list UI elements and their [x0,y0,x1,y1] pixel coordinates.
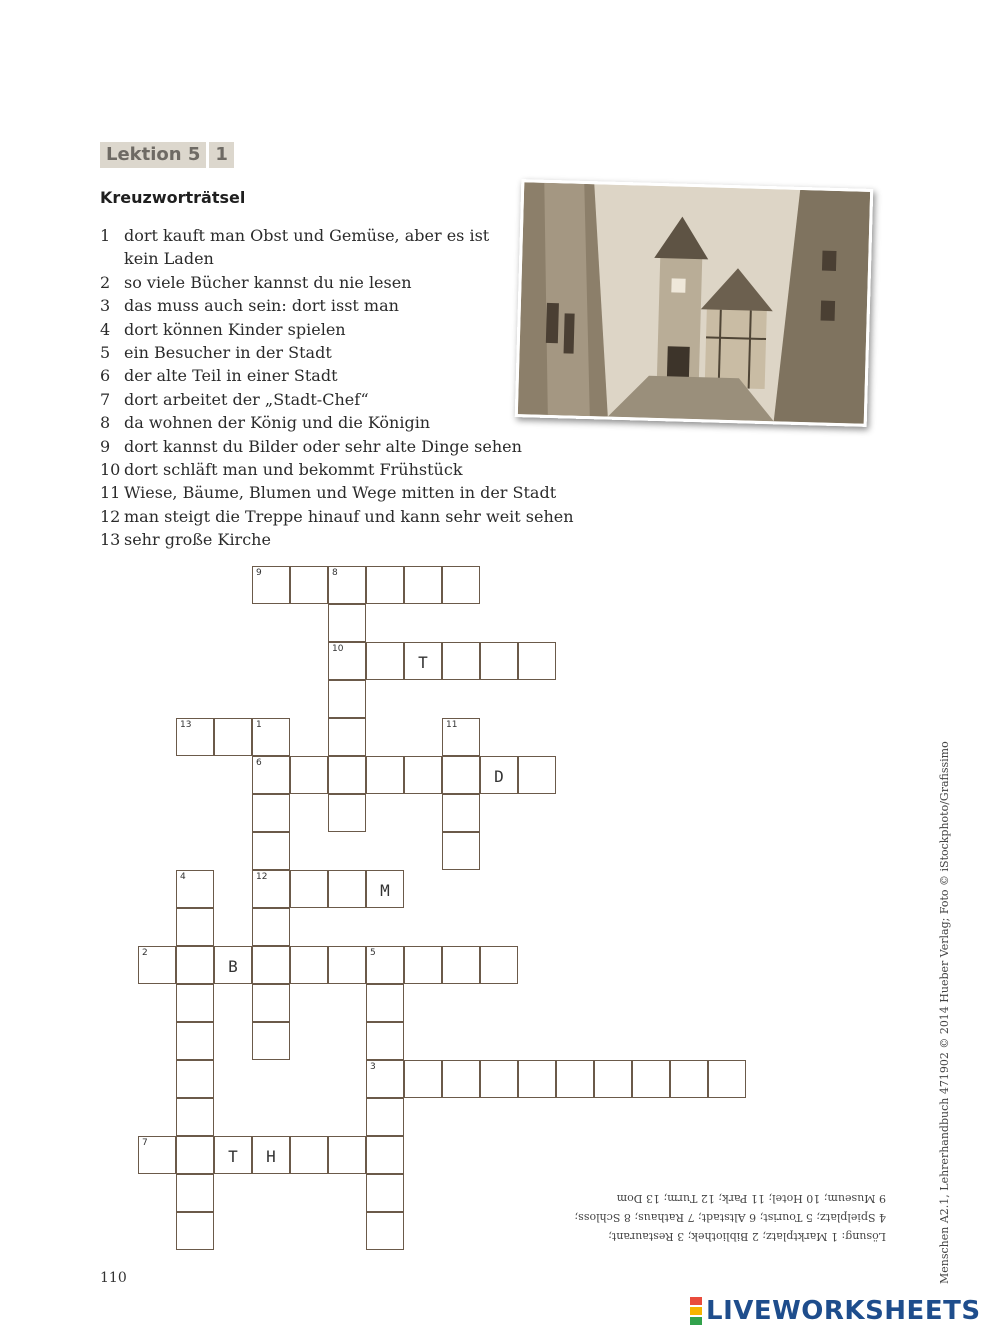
clue-number: 8 [100,413,111,433]
crossword-cell[interactable] [404,946,442,984]
crossword-cell[interactable] [366,756,404,794]
crossword-cell[interactable] [366,1212,404,1250]
crossword-cell[interactable] [176,870,214,908]
crossword-cell[interactable] [480,756,518,794]
crossword-cell[interactable] [366,984,404,1022]
clue-text: so viele Bücher kannst du nie lesen [124,272,412,292]
crossword-cell[interactable] [176,1212,214,1250]
crossword-cell[interactable] [214,718,252,756]
cell-letter: T [228,1147,238,1166]
clue-number: 4 [100,319,111,339]
clue-number: 11 [100,483,121,503]
crossword-cell[interactable] [670,1060,708,1098]
crossword-cell[interactable] [176,1098,214,1136]
lesson-label [100,142,234,168]
cell-number: 8 [332,568,338,578]
solution-line: 9 Museum; 10 Hotel; 11 Park; 12 Turm; 13 Dom [616,1192,886,1205]
crossword-cell[interactable] [442,1060,480,1098]
solution-line: 4 Spielplatz; 5 Tourist; 6 Altstadt; 7 Rathaus; 8 Schloss; [574,1211,886,1224]
crossword-cell[interactable] [328,946,366,984]
solution-key [500,1186,886,1246]
crossword-cell[interactable] [328,718,366,756]
crossword-cell[interactable] [328,566,366,604]
town-photo [515,179,874,427]
crossword-cell[interactable] [252,566,290,604]
crossword-cell[interactable] [252,832,290,870]
lesson-title: Lektion 5 [100,142,206,168]
crossword-cell[interactable] [366,1098,404,1136]
crossword-cell[interactable] [404,1060,442,1098]
clue-item [100,435,620,458]
brand-name: LIVEWORKSHEETS [706,1296,981,1326]
crossword-cell[interactable] [328,756,366,794]
cell-letter: B [228,957,238,976]
crossword-cell[interactable] [480,642,518,680]
crossword-cell[interactable] [518,1060,556,1098]
crossword-cell[interactable] [138,946,176,984]
clue-text: der alte Teil in einer Stadt [124,366,338,386]
clue-text: ein Besucher in der Stadt [124,343,332,363]
crossword-cell[interactable] [442,794,480,832]
crossword-cell[interactable] [404,566,442,604]
crossword-cell[interactable] [442,718,480,756]
crossword-cell[interactable] [176,718,214,756]
crossword-cell[interactable] [480,1060,518,1098]
crossword-cell[interactable] [176,1136,214,1174]
cell-number: 6 [256,758,262,768]
crossword-cell[interactable] [290,1136,328,1174]
crossword-cell[interactable] [252,984,290,1022]
page-title: Kreuzworträtsel [100,188,246,207]
crossword-cell[interactable] [252,946,290,984]
crossword-cell[interactable] [556,1060,594,1098]
clue-text: Wiese, Bäume, Blumen und Wege mitten in der Stadt [124,483,557,503]
crossword-cell[interactable] [442,566,480,604]
cell-letter: H [266,1147,276,1166]
cell-letter: D [494,767,504,786]
crossword-cell[interactable] [404,756,442,794]
cell-number: 2 [142,948,148,958]
clue-number: 3 [100,296,111,316]
clue-number: 10 [100,460,121,480]
cell-number: 13 [180,720,192,730]
page-number: 110 [100,1270,127,1286]
crossword-cell[interactable] [328,680,366,718]
cell-number: 1 [256,720,262,730]
crossword-cell[interactable] [214,946,252,984]
crossword-cell[interactable] [290,756,328,794]
crossword-cell[interactable] [442,946,480,984]
crossword-cell[interactable] [708,1060,746,1098]
clue-text: dort arbeitet der „Stadt-Chef“ [124,389,369,409]
crossword-cell[interactable] [442,832,480,870]
crossword-cell[interactable] [594,1060,632,1098]
clue-number: 1 [100,226,111,245]
crossword-cell[interactable] [328,1136,366,1174]
clue-text: da wohnen der König und die Königin [124,413,431,433]
clue-text: sehr große Kirche [124,530,271,550]
crossword-cell[interactable] [632,1060,670,1098]
crossword-cell[interactable] [328,794,366,832]
crossword-cell[interactable] [366,1136,404,1174]
clue-text: dort können Kinder spielen [124,319,346,339]
cell-number: 4 [180,872,186,882]
crossword-cell[interactable] [176,908,214,946]
cell-number: 3 [370,1062,376,1072]
crossword-cell[interactable] [214,1136,252,1174]
cell-number: 7 [142,1138,148,1148]
clue-item [100,505,620,528]
clue-text: kein Laden [124,249,214,269]
clue-text: dort kannst du Bilder oder sehr alte Dinge sehen [124,436,522,456]
clue-text: man steigt die Treppe hinauf und kann sehr weit sehen [124,506,574,526]
crossword-cell[interactable] [328,870,366,908]
crossword-cell[interactable] [518,756,556,794]
brand-icon [690,1296,702,1326]
crossword-cell[interactable] [404,642,442,680]
lesson-number: 1 [209,142,234,168]
clue-item [100,458,620,481]
clue-number: 7 [100,389,111,409]
crossword-cell[interactable] [252,718,290,756]
crossword-cell[interactable] [176,1022,214,1060]
clue-number: 9 [100,436,111,456]
clue-number: 13 [100,530,121,550]
crossword-cell[interactable] [176,946,214,984]
crossword-cell[interactable] [176,984,214,1022]
town-photo-drawing [518,182,870,424]
crossword-cell[interactable] [480,946,518,984]
crossword-cell[interactable] [442,642,480,680]
cell-letter: M [380,881,390,900]
cell-number: 11 [446,720,458,730]
clue-number: 5 [100,343,111,363]
cell-number: 5 [370,948,376,958]
cell-letter: T [418,653,428,672]
crossword-cell[interactable] [366,946,404,984]
crossword-cell[interactable] [366,1060,404,1098]
crossword-cell[interactable] [366,1174,404,1212]
crossword-cell[interactable] [138,1136,176,1174]
clue-item [100,528,620,551]
crossword-cell[interactable] [518,642,556,680]
crossword-cell[interactable] [252,908,290,946]
cell-number: 12 [256,872,268,882]
crossword-cell[interactable] [252,794,290,832]
crossword-cell[interactable] [366,1022,404,1060]
clue-text: dort schläft man und bekommt Frühstück [124,460,463,480]
clue-text: dort kauft man Obst und Gemüse, aber es ist [124,226,490,245]
crossword-cell[interactable] [252,870,290,908]
crossword-cell[interactable] [366,870,404,908]
cell-number: 10 [332,644,344,654]
crossword-cell[interactable] [176,1174,214,1212]
copyright-credit: Menschen A2.1, Lehrerhandbuch 471902 © 2014 Hueber Verlag; Foto © iStockphoto/Grafissimo [938,741,951,1284]
crossword-cell[interactable] [366,642,404,680]
crossword-cell[interactable] [290,946,328,984]
liveworksheets-logo [690,1296,981,1326]
clue-number: 12 [100,506,121,526]
clue-item [100,481,620,504]
crossword-cell[interactable] [290,566,328,604]
crossword-cell[interactable] [328,604,366,642]
crossword-cell[interactable] [252,1136,290,1174]
clue-text: das muss auch sein: dort isst man [124,296,399,316]
clue-number: 2 [100,272,111,292]
clue-number: 6 [100,366,111,386]
cell-number: 9 [256,568,262,578]
solution-line: Lösung: 1 Marktplatz; 2 Bibliothek; 3 Restaurant; [608,1230,886,1243]
crossword-cell[interactable] [442,756,480,794]
crossword-cell[interactable] [252,1022,290,1060]
crossword-cell[interactable] [290,870,328,908]
crossword-cell[interactable] [366,566,404,604]
crossword-cell[interactable] [176,1060,214,1098]
crossword-cell[interactable] [252,756,290,794]
crossword-cell[interactable] [328,642,366,680]
